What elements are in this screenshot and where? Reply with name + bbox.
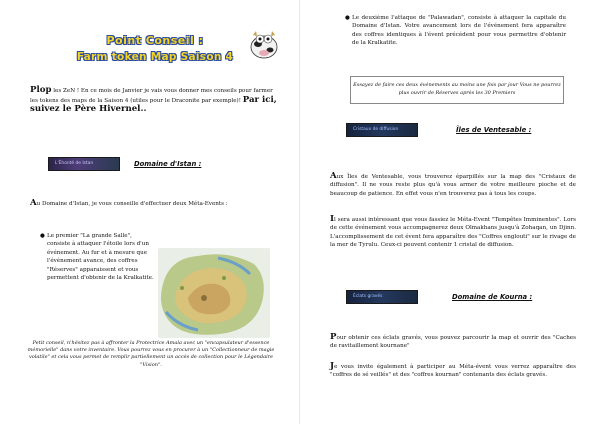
kourna-dropcap: P: [330, 332, 337, 342]
kourna-text-2: e vous invite également à participer au Méta-évent vous verrez apparaître des "coffres de sé veillés" et des "coffres kournan" contenants des éclats gravés.: [330, 364, 576, 379]
bullet-2-text: Le deuxième l'attaque de "Palawadan", consiste à attaquer la capitale du Domaine d'Istan. Votre avancement lors de l'événement fera apparaître des coffres identiques à l'évent précédent pour vous permettre d'obtenir de la Kralkatite.: [352, 15, 566, 47]
kourna-heading: Domaine de Kourna :: [452, 293, 533, 301]
istan-bullet-2: ● Le deuxième l'attaque de "Palawadan", consiste à attaquer la capitale du Domaine d'Istan. Votre avancement lors de l'événement fera apparaître des coffres identiques à l'évent précédent pour vous permettre d'obtenir de la Kralkatite.: [345, 15, 566, 47]
title-line-1: Point Conseil :: [106, 34, 204, 47]
tip-box-text: Essayez de faire ces deux événements au moins une fois par jour Vous ne pourrez plus ouvrir de Réserves après les 30 Premiers: [353, 82, 561, 96]
title-line-2: Farm token Map Saison 4: [76, 51, 234, 63]
ventesable-text-2: l sera aussi intéressant que vous fassiez le Méta-Event "Tempêtes Imminentes". Lors de cette événement vous accompagnerez deux Olmakhans jusqu'à Zohaqan, un Djinn. L'accomplissement de cet évent fera apparaître des "Coffres englouti" sur le rivage de la mer de Tyrulu. Ceux-ci peuvent contenir 1 cristal de diffusion.: [330, 217, 576, 249]
kourna-text-1: our obtenir ces éclats gravés, vous pouvez parcourir la map et ouvrir des "Caches de ravitaillement kournane": [330, 335, 576, 350]
kourna-thumbnail: Éclats gravés: [346, 290, 418, 304]
tip-box: [350, 76, 564, 104]
ventesable-paragraph-1: [330, 172, 576, 198]
section-ventesable-banner: [346, 123, 531, 137]
ventesable-paragraph-2: [330, 215, 576, 250]
intro-text: les ZeN ! En ce mois de Janvier je vais vous donner mes conseils pour farmer les tokens des maps de la Saison 4 (utiles pour le Draconite par exemple)!: [30, 88, 273, 104]
intro-call: Par ici, suivez le Père Hivernel..: [30, 94, 277, 115]
page-title: [70, 34, 240, 63]
cow-mascot-icon: [247, 27, 281, 61]
ventesable-dropcap: A: [330, 171, 337, 181]
istan-dropcap: A: [30, 198, 37, 208]
right-page: [300, 0, 600, 424]
istan-heading: Domaine d'Istan :: [134, 160, 202, 168]
istan-footnote: Petit conseil, n'hésitez pas à affronter la Protectrice Amala avec un "encapsulateur d'essence mémorielle" dans votre inventaire. Vous pourrez vous en procurer à un "Collectionneur de magie volatile" et cela vous permet de remplir partiellement un accès de collection pour le Légendaire "Vision".: [27, 340, 275, 368]
section-kourna-banner: [346, 290, 532, 304]
kourna-dropcap-2: J: [330, 361, 335, 371]
ventesable-thumbnail: Cristaux de diffusion: [346, 123, 418, 137]
kourna-paragraph-1: [330, 333, 576, 351]
section-istan-banner: [48, 157, 201, 171]
ventesable-dropcap-2: I: [330, 214, 335, 224]
intro-paragraph: [30, 86, 278, 115]
istan-map-image: [158, 248, 270, 338]
intro-lead: Plop: [30, 85, 52, 95]
istan-text: u Domaine d'Istan, je vous conseille d'effectuer deux Méta-Events :: [36, 201, 228, 207]
istan-paragraph: [30, 199, 276, 208]
bullet-1-text: Le premier "La grande Salle", consiste à attaquer l'étoile lors d'un événement. Au fur et à mesure que l'événement avance, des coffres "Réserves" apparaissent et vous permettent d'obtenir de la Kralkatite.: [47, 233, 154, 282]
kourna-paragraph-2: [330, 362, 576, 380]
istan-thumbnail: L'Éhonté de Istan: [48, 157, 120, 171]
istan-bullet-1: ● Le premier "La grande Salle", consiste à attaquer l'étoile lors d'un événement. Au fur et à mesure que l'événement avance, des coffres "Réserves" apparaissent et vous permettent d'obtenir de la Kralkatite.: [40, 233, 154, 282]
ventesable-text-1: ux Îles de Ventesable, vous trouverez éparpillés sur la map des "Cristaux de diffusion". Il ne vous reste plus qu'à vous armer de votre meilleure pioche et de beaucoup de patience. En effet vous n'en trouverez pas à tous les coups.: [330, 174, 576, 197]
ventesable-heading: Îles de Ventesable :: [456, 126, 532, 134]
